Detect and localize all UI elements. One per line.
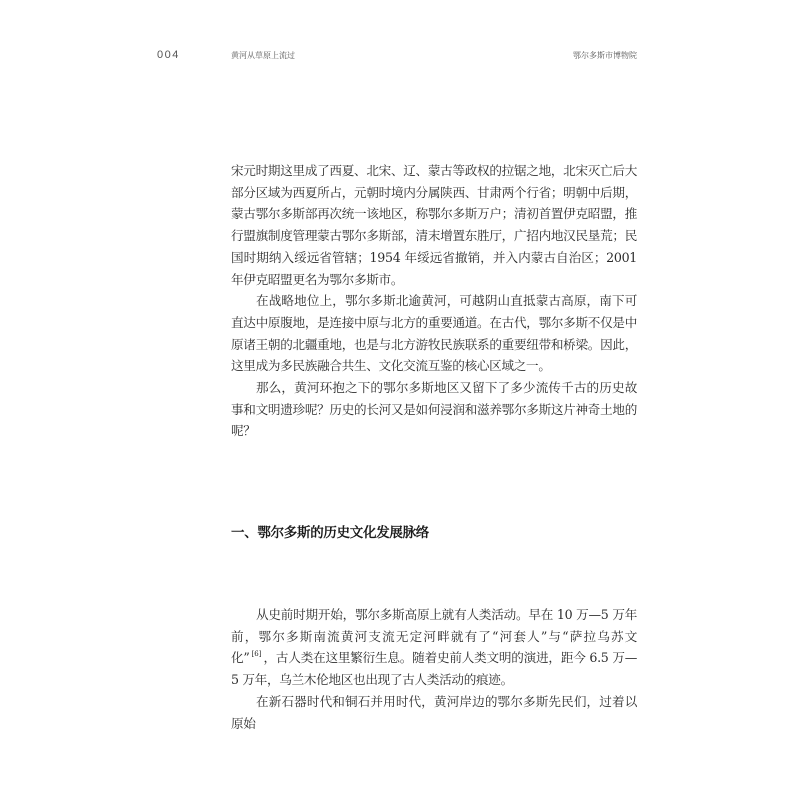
page-number: 004 <box>157 49 180 61</box>
paragraph-text-before-note: 从史前时期开始，鄂尔多斯高原上就有人类活动。早在 10 万—5 万年前，鄂尔多斯南流黄河支流无定河畔就有了“河套人”与“萨拉乌苏文化” <box>231 607 637 666</box>
book-title: 黄河从草原上流过 <box>231 51 295 60</box>
section-heading: 一、鄂尔多斯的历史文化发展脉络 <box>231 525 429 541</box>
publisher-name: 鄂尔多斯市博物院 <box>573 51 637 60</box>
intro-text-block <box>231 160 637 442</box>
section-paragraph-1 <box>231 604 637 691</box>
footnote-reference: [6] <box>251 650 262 659</box>
intro-paragraph-3: 那么，黄河环抱之下的鄂尔多斯地区又留下了多少流传千古的历史故事和文明遗珍呢？历史的长河又是如何浸润和滋养鄂尔多斯这片神奇土地的呢？ <box>231 380 637 439</box>
section-paragraph-2: 在新石器时代和铜石并用时代，黄河岸边的鄂尔多斯先民们，过着以原始 <box>231 693 637 731</box>
intro-paragraph-1: 宋元时期这里成了西夏、北宋、辽、蒙古等政权的拉锯之地，北宋灭亡后大部分区域为西夏所占，元朝时境内分属陕西、甘肃两个行省；明朝中后期，蒙古鄂尔多斯部再次统一该地区，称鄂尔多斯万户；清初首置伊克昭盟，推行盟旗制度管理蒙古鄂尔多斯部，清末增置东胜厅，广招内地汉民垦荒；民国时期纳入绥远省管辖；1954 年绥远省撤销，并入内蒙古自治区；2001 年伊克昭盟更名为鄂尔多斯市。 <box>231 163 637 287</box>
section-text-block <box>231 604 637 734</box>
running-header <box>0 49 800 65</box>
intro-paragraph-2: 在战略地位上，鄂尔多斯北逾黄河，可越阴山直抵蒙古高原，南下可直达中原腹地，是连接中原与北方的重要通道。在古代，鄂尔多斯不仅是中原诸王朝的北疆重地，也是与北方游牧民族联系的重要纽带和桥梁。因此，这里成为多民族融合共生、文化交流互鉴的核心区域之一。 <box>231 293 637 374</box>
paragraph-text-after-note: ，古人类在这里繁衍生息。随着史前人类文明的演进，距今 6.5 万—5 万年，乌兰木伦地区也出现了古人类活动的痕迹。 <box>231 650 637 688</box>
